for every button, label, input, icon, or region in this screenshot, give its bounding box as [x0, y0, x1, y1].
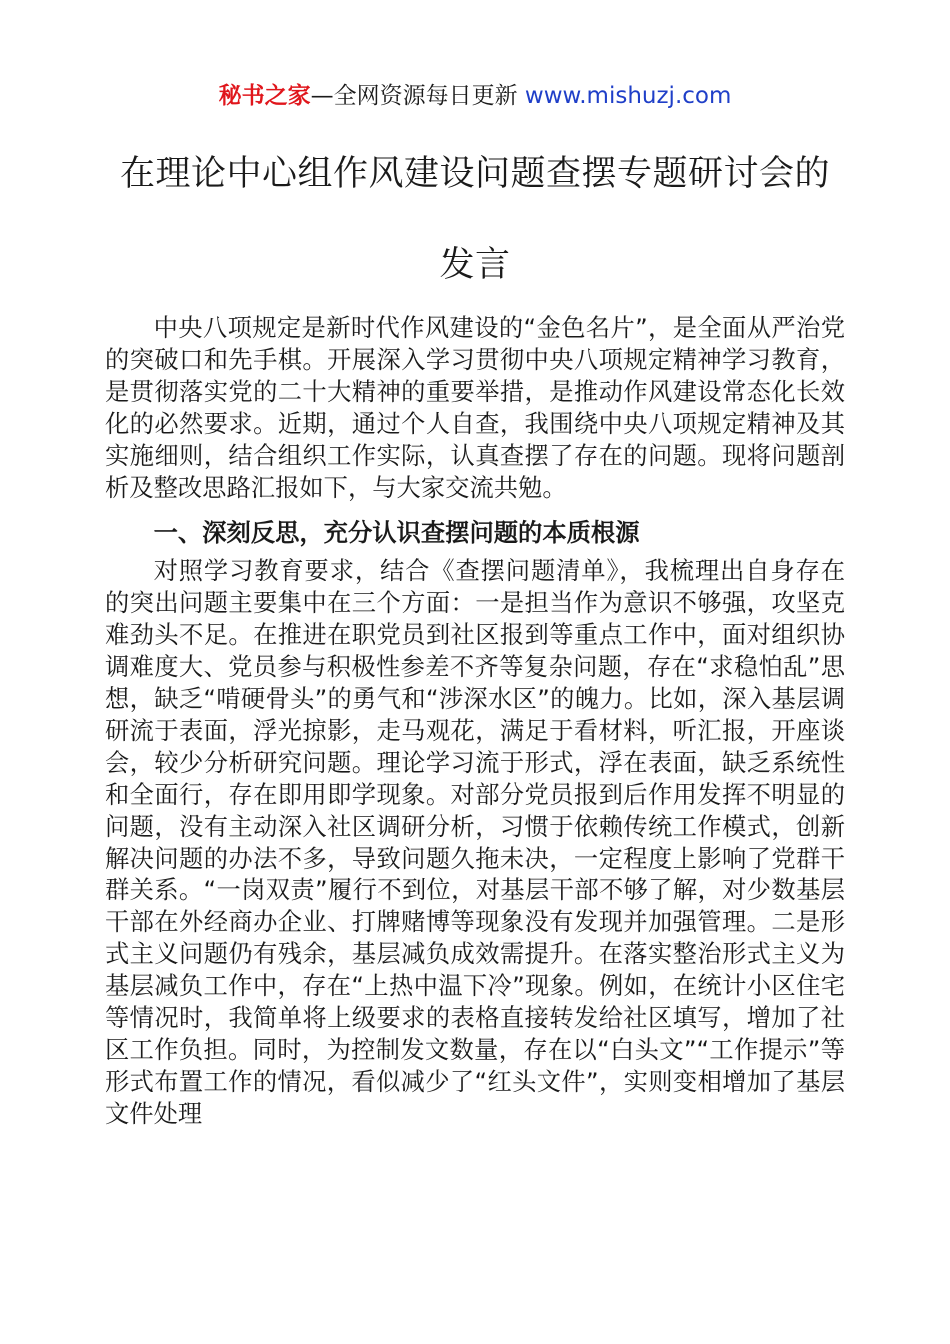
document-body	[105, 312, 845, 1130]
document-title-line-2: 发言	[439, 245, 511, 285]
site-header-banner	[0, 80, 950, 112]
section-1-paragraph: 对照学习教育要求，结合《查摆问题清单》，我梳理出自身存在的突出问题主要集中在三个方面：一是担当作为意识不够强，攻坚克难劲头不足。在推进在职党员到社区报到等重点工作中，面对组织协调难度大、党员参与积极性参差不齐等复杂问题，存在“求稳怕乱”思想，缺乏“啃硬骨头”的勇气和“涉深水区”的魄力。比如，深入基层调研流于表面，浮光掠影，走马观花，满足于看材料，听汇报，开座谈会，较少分析研究问题。理论学习流于形式，浮在表面，缺乏系统性和全面行，存在即用即学现象。对部分党员报到后作用发挥不明显的问题，没有主动深入社区调研分析，习惯于依赖传统工作模式，创新解决问题的办法不多，导致问题久拖未决，一定程度上影响了党群干群关系。“一岗双责”履行不到位，对基层干部不够了解，对少数基层干部在外经商办企业、打牌赌博等现象没有发现并加强管理。二是形式主义问题仍有残余，基层减负成效需提升。在落实整治形式主义为基层减负工作中，存在“上热中温下冷”现象。例如，在统计小区住宅等情况时，我简单将上级要求的表格直接转发给社区填写，增加了社区工作负担。同时，为控制发文数量，存在以“白头文”“工作提示”等形式布置工作的情况，看似减少了“红头文件”，实则变相增加了基层文件处理	[105, 556, 845, 1128]
header-tagline: —全网资源每日更新	[310, 83, 525, 109]
brand-name: 秘书之家	[218, 83, 311, 109]
intro-paragraph: 中央八项规定是新时代作风建设的“金色名片”，是全面从严治党的突破口和先手棋。开展深入学习贯彻中央八项规定精神学习教育，是贯彻落实党的二十大精神的重要举措，是推动作风建设常态化长效化的必然要求。近期，通过个人自查，我围绕中央八项规定精神及其实施细则，结合组织工作实际，认真查摆了存在的问题。现将问题剖析及整改思路汇报如下，与大家交流共勉。	[105, 313, 845, 502]
site-url-link[interactable]: www.mishuzj.com	[524, 83, 732, 109]
section-1-heading: 一、深刻反思，充分认识查摆问题的本质根源	[153, 518, 640, 548]
document-title-line-1: 在理论中心组作风建设问题查摆专题研讨会的	[119, 154, 830, 194]
